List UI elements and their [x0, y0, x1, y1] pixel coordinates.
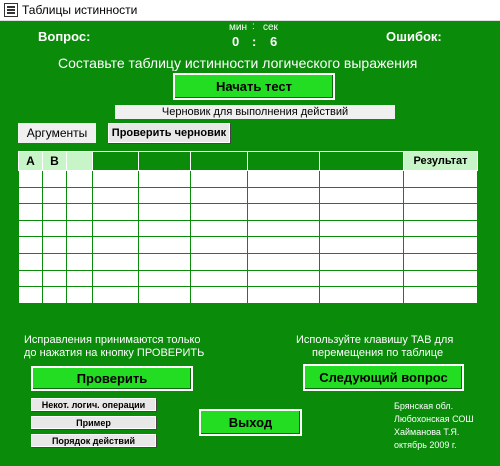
table-cell[interactable]	[66, 287, 92, 304]
table-cell[interactable]	[320, 204, 404, 221]
table-cell[interactable]	[92, 171, 138, 188]
note-right-line2: перемещения по таблице	[312, 347, 444, 359]
table-cell[interactable]	[404, 171, 478, 188]
timer-min-label: мин	[229, 22, 247, 33]
order-label: Порядок действий	[51, 435, 136, 446]
start-test-button[interactable]	[173, 73, 335, 100]
logic-ops-label: Некот. логич. операции	[41, 399, 146, 410]
table-cell[interactable]	[138, 187, 190, 204]
table-cell[interactable]	[248, 287, 320, 304]
title-bar	[0, 0, 500, 21]
table-cell[interactable]	[320, 270, 404, 287]
credits-line2: Любохонская СОШ	[394, 414, 474, 424]
table-cell[interactable]	[19, 270, 43, 287]
table-cell[interactable]	[19, 287, 43, 304]
table-row	[19, 287, 478, 304]
table-row	[19, 237, 478, 254]
table-cell[interactable]	[19, 220, 43, 237]
table-cell[interactable]	[190, 253, 248, 270]
table-cell[interactable]	[92, 220, 138, 237]
table-cell[interactable]	[92, 204, 138, 221]
table-cell[interactable]	[190, 287, 248, 304]
table-cell[interactable]	[404, 237, 478, 254]
table-cell[interactable]	[92, 287, 138, 304]
table-cell[interactable]	[66, 171, 92, 188]
table-cell[interactable]	[248, 220, 320, 237]
table-cell[interactable]	[42, 204, 66, 221]
table-cell[interactable]	[19, 171, 43, 188]
header-cell-a: A	[19, 152, 43, 171]
table-cell[interactable]	[404, 287, 478, 304]
table-cell[interactable]	[42, 253, 66, 270]
timer-top-separator: :	[252, 21, 255, 32]
errors-label: Ошибок:	[386, 29, 442, 44]
truth-table[interactable]	[18, 151, 478, 304]
table-cell[interactable]	[404, 270, 478, 287]
table-cell[interactable]	[248, 253, 320, 270]
table-cell[interactable]	[42, 237, 66, 254]
tab-arguments[interactable]: Аргументы	[18, 123, 96, 143]
timer-seconds: 6	[270, 34, 278, 49]
table-cell[interactable]	[92, 270, 138, 287]
start-test-label: Начать тест	[215, 79, 293, 94]
table-cell[interactable]	[190, 270, 248, 287]
table-cell[interactable]	[138, 287, 190, 304]
table-cell[interactable]	[404, 220, 478, 237]
table-cell[interactable]	[92, 253, 138, 270]
table-cell[interactable]	[190, 237, 248, 254]
table-cell[interactable]	[138, 220, 190, 237]
header-cell-4	[92, 152, 138, 171]
table-cell[interactable]	[138, 204, 190, 221]
table-cell[interactable]	[320, 253, 404, 270]
table-cell[interactable]	[19, 237, 43, 254]
example-label: Пример	[76, 417, 111, 428]
table-cell[interactable]	[190, 220, 248, 237]
table-row	[19, 220, 478, 237]
table-cell[interactable]	[404, 187, 478, 204]
table-cell[interactable]	[248, 187, 320, 204]
table-cell[interactable]	[320, 171, 404, 188]
next-question-label: Следующий вопрос	[319, 370, 448, 385]
table-cell[interactable]	[138, 270, 190, 287]
timer-separator: :	[252, 34, 257, 49]
credits-line1: Брянская обл.	[394, 401, 454, 411]
timer-sec-label: сек	[263, 22, 278, 33]
table-cell[interactable]	[138, 237, 190, 254]
table-cell[interactable]	[248, 270, 320, 287]
table-cell[interactable]	[404, 204, 478, 221]
check-draft-button[interactable]	[108, 123, 230, 143]
exit-label: Выход	[228, 415, 273, 430]
header-cell-result: Результат	[404, 152, 478, 171]
credits-line3: Хайманова Т.Я.	[394, 427, 460, 437]
table-row	[19, 204, 478, 221]
table-cell[interactable]	[66, 237, 92, 254]
table-cell[interactable]	[66, 253, 92, 270]
table-cell[interactable]	[138, 171, 190, 188]
table-cell[interactable]	[190, 171, 248, 188]
table-cell[interactable]	[248, 237, 320, 254]
table-cell[interactable]	[320, 220, 404, 237]
table-cell[interactable]	[320, 237, 404, 254]
table-row	[19, 171, 478, 188]
logic-ops-button[interactable]	[31, 398, 156, 411]
order-of-operations-button[interactable]	[31, 434, 156, 447]
note-left-line2: до нажатия на кнопку ПРОВЕРИТЬ	[24, 347, 205, 359]
table-cell[interactable]	[66, 270, 92, 287]
next-question-button[interactable]	[303, 364, 464, 391]
table-cell[interactable]	[190, 204, 248, 221]
question-label: Вопрос:	[38, 29, 91, 44]
note-left-line1: Исправления принимаются только	[24, 334, 201, 346]
exit-button[interactable]	[199, 409, 302, 436]
table-cell[interactable]	[42, 187, 66, 204]
app-icon	[4, 3, 18, 17]
table-cell[interactable]	[19, 187, 43, 204]
table-cell[interactable]	[404, 253, 478, 270]
table-row	[19, 253, 478, 270]
credits-line4: октябрь 2009 г.	[394, 440, 457, 450]
table-cell[interactable]	[92, 187, 138, 204]
table-cell[interactable]	[42, 220, 66, 237]
table-body	[19, 171, 478, 304]
draft-field[interactable]: Черновик для выполнения действий	[115, 105, 395, 119]
header-cell-3	[66, 152, 92, 171]
table-cell[interactable]	[248, 171, 320, 188]
instruction-text: Составьте таблицу истинности логического выражения	[58, 55, 418, 71]
table-cell[interactable]	[66, 204, 92, 221]
table-cell[interactable]	[66, 187, 92, 204]
main-window	[0, 21, 500, 466]
table-row	[19, 187, 478, 204]
table-cell[interactable]	[320, 287, 404, 304]
table-cell[interactable]	[19, 204, 43, 221]
header-cell-b: B	[42, 152, 66, 171]
timer-minutes: 0	[232, 34, 240, 49]
header-cell-7	[248, 152, 320, 171]
table-cell[interactable]	[42, 171, 66, 188]
table-cell[interactable]	[42, 270, 66, 287]
table-cell[interactable]	[42, 287, 66, 304]
example-button[interactable]	[31, 416, 156, 429]
table-cell[interactable]	[248, 204, 320, 221]
table-cell[interactable]	[92, 237, 138, 254]
window-title: Таблицы истинности	[22, 3, 138, 17]
table-cell[interactable]	[66, 220, 92, 237]
check-button-label: Проверить	[76, 371, 148, 386]
table-cell[interactable]	[19, 253, 43, 270]
table-cell[interactable]	[138, 253, 190, 270]
check-draft-label: Проверить черновик	[111, 127, 227, 139]
check-button[interactable]	[31, 366, 193, 391]
table-cell[interactable]	[320, 187, 404, 204]
table-row	[19, 270, 478, 287]
table-cell[interactable]	[190, 187, 248, 204]
header-cell-8	[320, 152, 404, 171]
table-header-row	[19, 152, 478, 171]
note-right-line1: Используйте клавишу TAB для	[296, 334, 454, 346]
header-cell-5	[138, 152, 190, 171]
header-cell-6	[190, 152, 248, 171]
